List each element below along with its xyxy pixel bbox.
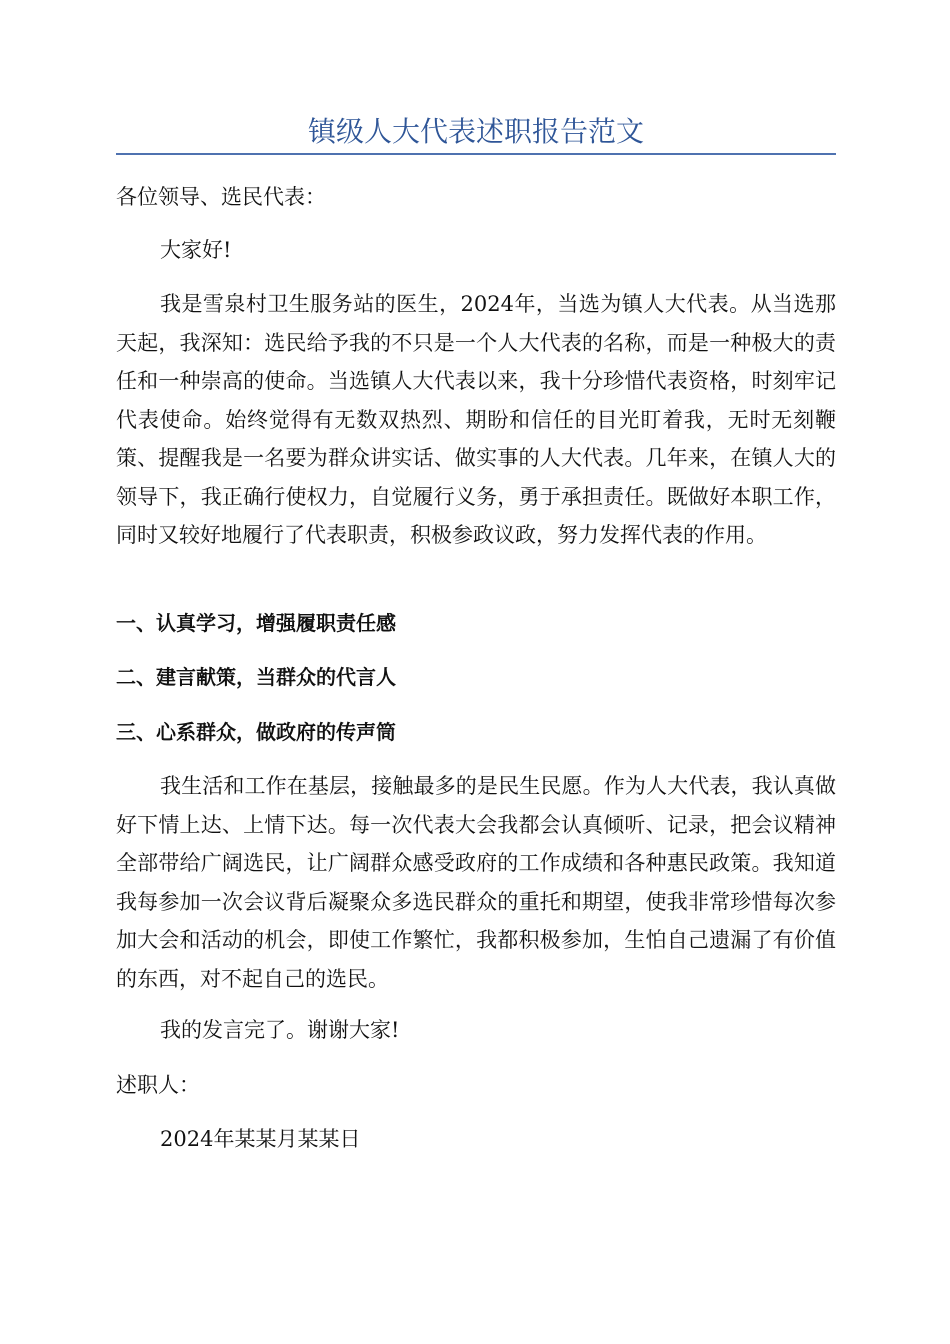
section-heading-3: 三、心系群众，做政府的传声筒 [116,720,396,744]
signature-label: 述职人： [116,1073,200,1097]
intro-paragraph: 我是雪泉村卫生服务站的医生，2024年，当选为镇人大代表。从当选那天起，我深知：选民给予我的不只是一个人大代表的名称，而是一种极大的责任和一种崇高的使命。当选镇人大代表以来，我十分珍惜代表资格，时刻牢记代表使命。始终觉得有无数双热烈、期盼和信任的目光盯着我，无时无刻鞭策、提醒我是一名要为群众讲实话、做实事的人大代表。几年来，在镇人大的领导下，我正确行使权力，自觉履行义务，勇于承担责任。既做好本职工作，同时又较好地履行了代表职责，积极参政议政，努力发挥代表的作用。 [116,292,836,547]
greeting: 大家好! [160,238,232,262]
section-3-paragraph: 我生活和工作在基层，接触最多的是民生民愿。作为人大代表，我认真做好下情上达、上情下达。每一次代表大会我都会认真倾听、记录，把会议精神全部带给广阔选民，让广阔群众感受政府的工作成绩和各种惠民政策。我知道我每参加一次会议背后凝聚众多选民群众的重托和期望，使我非常珍惜每次参加大会和活动的机会，即使工作繁忙，我都积极参加，生怕自己遗漏了有价值的东西，对不起自己的选民。 [116,774,836,991]
report-date: 2024年某某月某某日 [160,1127,361,1151]
section-heading-2: 二、建言献策，当群众的代言人 [116,665,396,689]
title-underline [116,153,836,155]
document-title: 镇级人大代表述职报告范文 [307,115,644,148]
salutation: 各位领导、选民代表： [116,185,326,209]
closing-remark: 我的发言完了。谢谢大家! [160,1018,400,1042]
section-heading-1: 一、认真学习，增强履职责任感 [116,611,396,635]
